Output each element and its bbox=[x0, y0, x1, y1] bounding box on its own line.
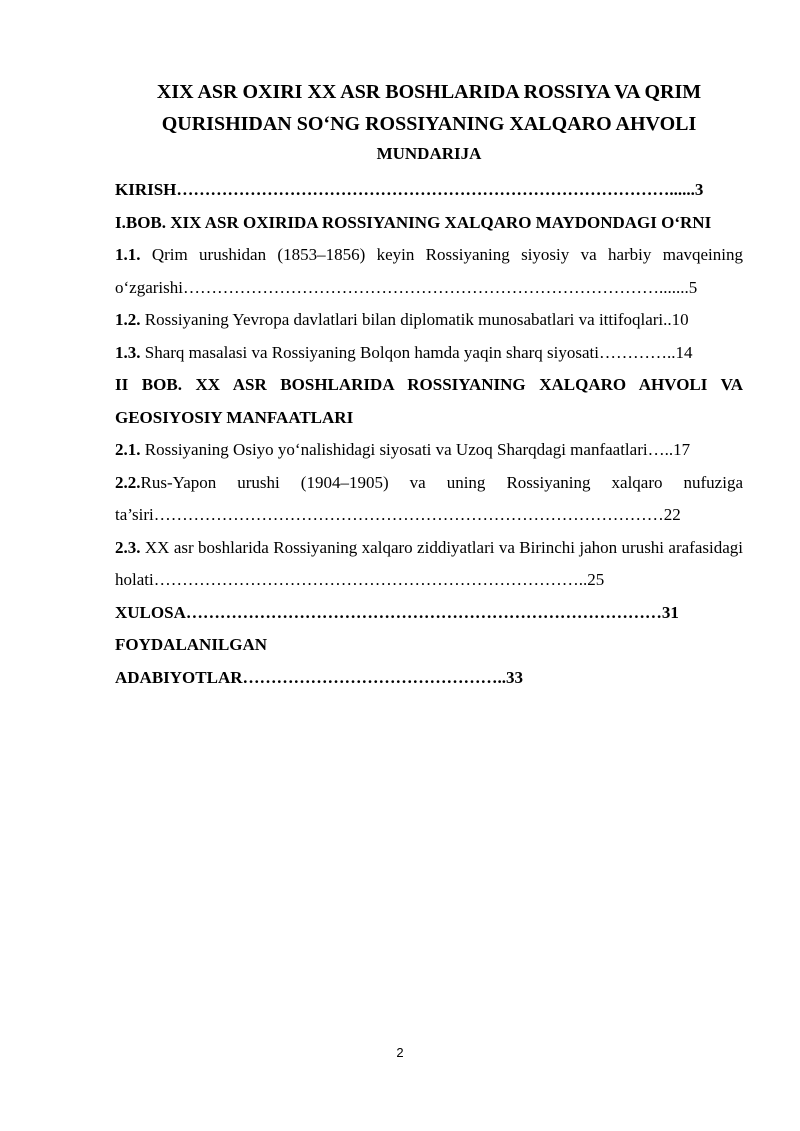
toc-entry-section-1-1 bbox=[115, 239, 743, 304]
toc-entry-section-1-3 bbox=[115, 337, 743, 370]
toc-entry-kirish: KIRISH……………………………………………………………………………......3 bbox=[115, 180, 704, 199]
section-text: Rus-Yapon urushi (1904–1905) va uning Rossiyaning xalqaro nufuziga ta’siri………………………………………………………………………………22 bbox=[115, 472, 743, 524]
section-number: 2.2. bbox=[115, 472, 141, 492]
table-of-contents bbox=[115, 174, 743, 694]
toc-entry-xulosa: XULOSA…………………………………………………………………………31 bbox=[115, 602, 679, 622]
toc-entry-section-1-2 bbox=[115, 304, 743, 337]
toc-entry-section-2-2 bbox=[115, 467, 743, 532]
toc-entry-foydalanilgan: FOYDALANILGAN bbox=[115, 635, 268, 654]
section-text: Qrim urushidan (1853–1856) keyin Rossiyaning siyosiy va harbiy mavqeining o‘zgarishi………………………………………………………………………….......5 bbox=[115, 245, 743, 297]
section-number: 2.3. bbox=[115, 537, 141, 557]
toc-entry-section-2-3 bbox=[115, 532, 743, 597]
section-number: 1.1. bbox=[115, 245, 141, 264]
section-text: XX asr boshlarida Rossiyaning xalqaro ziddiyatlari va Birinchi jahon urushi arafasidagi holati…………………………………………………………………..25 bbox=[115, 537, 743, 589]
section-number: 1.3. bbox=[115, 342, 141, 362]
document-page bbox=[115, 76, 743, 694]
toc-heading: MUNDARIJA bbox=[376, 144, 482, 163]
page-number: 2 bbox=[396, 1045, 404, 1060]
section-number: 1.2. bbox=[115, 310, 141, 329]
document-title-line-1: XIX ASR OXIRI XX ASR BOSHLARIDA ROSSIYA VA QRIM bbox=[156, 81, 702, 103]
section-text: Rossiyaning Yevropa davlatlari bilan diplomatik munosabatlari va ittifoqlari..10 bbox=[140, 310, 689, 329]
toc-entry-section-2-1 bbox=[115, 434, 743, 467]
section-text: Sharq masalasi va Rossiyaning Bolqon hamda yaqin sharq siyosati…………..14 bbox=[140, 342, 693, 362]
toc-entry-chapter-1: I.BOB. XIX ASR OXIRIDA ROSSIYANING XALQARO MAYDONDAGI O‘RNI bbox=[115, 212, 712, 232]
toc-entry-chapter-2: II BOB. XX ASR BOSHLARIDA ROSSIYANING XALQARO AHVOLI VA GEOSIYOSIY MANFAATLARI bbox=[115, 375, 743, 427]
document-title-line-2: QURISHIDAN SO‘NG ROSSIYANING XALQARO AHVOLI bbox=[161, 113, 697, 135]
section-number: 2.1. bbox=[115, 440, 141, 459]
toc-entry-adabiyotlar: ADABIYOTLAR………………………………………..33 bbox=[115, 667, 524, 687]
section-text: Rossiyaning Osiyo yo‘nalishidagi siyosati va Uzoq Sharqdagi manfaatlari…..17 bbox=[140, 440, 691, 459]
